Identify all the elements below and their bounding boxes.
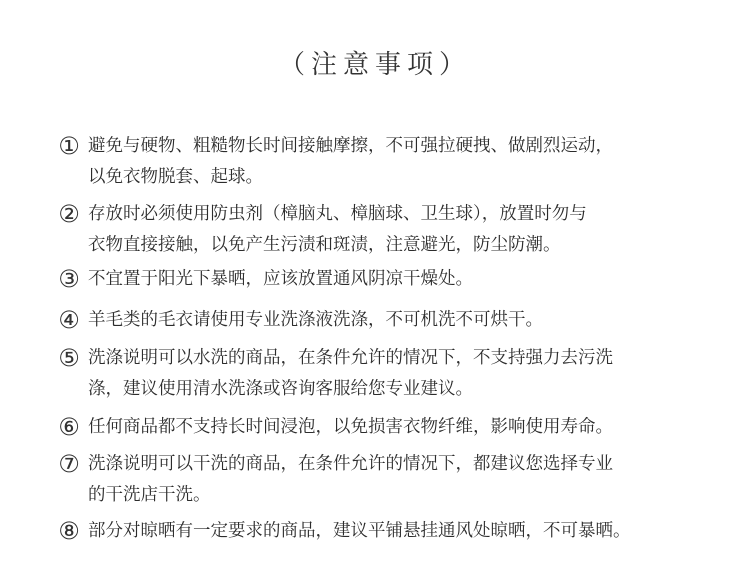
note-1 bbox=[56, 131, 736, 193]
circled-number-3: ③ bbox=[58, 265, 80, 293]
note-8-line-1: 部分对晾晒有一定要求的商品，建议平铺悬挂通风处晾晒，不可暴晒。 bbox=[88, 521, 631, 541]
note-2-line-1: 存放时必须使用防虫剂（樟脑丸、樟脑球、卫生球），放置时勿与 bbox=[88, 204, 587, 224]
note-2-line-2: 衣物直接接触，以免产生污渍和斑渍，注意避光，防尘防潮。 bbox=[88, 235, 561, 255]
circled-number-2: ② bbox=[58, 200, 80, 228]
note-3 bbox=[56, 264, 736, 295]
note-5 bbox=[56, 343, 736, 405]
note-1-line-2: 以免衣物脱套、起球。 bbox=[88, 167, 263, 187]
circled-number-1: ① bbox=[58, 132, 80, 160]
note-3-line-1: 不宜置于阳光下暴晒，应该放置通风阴凉干燥处。 bbox=[88, 269, 473, 289]
circled-number-8: ⑧ bbox=[58, 517, 80, 545]
note-5-line-1: 洗涤说明可以水洗的商品，在条件允许的情况下，不支持强力去污洗 bbox=[88, 348, 613, 368]
note-7 bbox=[56, 449, 736, 511]
circled-number-6: ⑥ bbox=[58, 413, 80, 441]
note-6 bbox=[56, 412, 736, 443]
note-1-line-1: 避免与硬物、粗糙物长时间接触摩擦，不可强拉硬拽、做剧烈运动， bbox=[88, 136, 613, 156]
circled-number-5: ⑤ bbox=[58, 344, 80, 372]
note-7-line-2: 的干洗店干洗。 bbox=[88, 485, 211, 505]
note-4-line-1: 羊毛类的毛衣请使用专业洗涤液洗涤，不可机洗不可烘干。 bbox=[88, 310, 543, 330]
note-5-line-2: 涤，建议使用清水洗涤或咨询客服给您专业建议。 bbox=[88, 379, 473, 399]
circled-number-7: ⑦ bbox=[58, 450, 80, 478]
note-4 bbox=[56, 305, 736, 336]
note-7-line-1: 洗涤说明可以干洗的商品，在条件允许的情况下，都建议您选择专业 bbox=[88, 454, 613, 474]
note-8 bbox=[56, 516, 736, 547]
note-6-line-1: 任何商品都不支持长时间浸泡，以免损害衣物纤维，影响使用寿命。 bbox=[88, 417, 613, 437]
page-title: （注意事项） bbox=[278, 50, 471, 80]
note-2 bbox=[56, 199, 736, 261]
circled-number-4: ④ bbox=[58, 306, 80, 334]
